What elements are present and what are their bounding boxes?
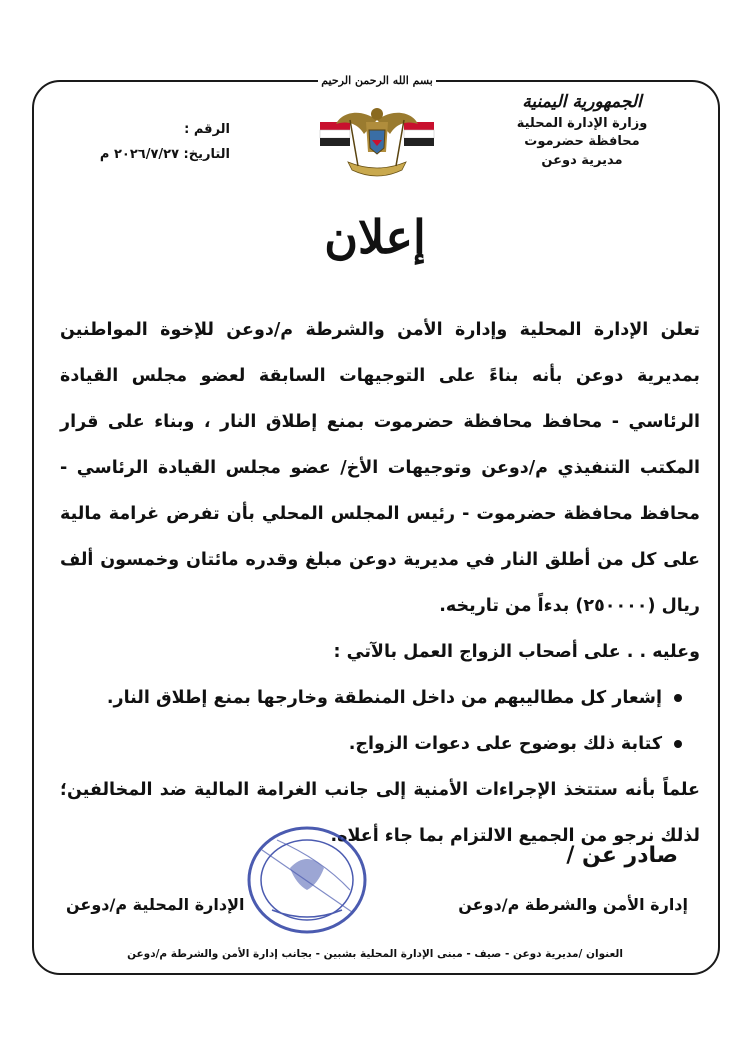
local-administration-signature: الإدارة المحلية م/دوعن — [66, 895, 245, 914]
official-stamp — [232, 820, 382, 940]
footer-address: العنوان /مديرية دوعن - صيف - مبنى الإدارة المحلية بشبين - بجانب إدارة الأمن والشرطة م/دوعن — [127, 948, 623, 960]
reference-block — [60, 118, 230, 167]
closing-paragraph: علماً بأنه ستتخذ الإجراءات الأمنية إلى جانب الغرامة المالية ضد المخالفين؛ لذلك نرجو من الجميع الالتزام بما جاء أعلاه. — [60, 780, 700, 846]
requirements-list — [60, 675, 700, 767]
ministry-name: وزارة الإدارة المحلية — [516, 115, 648, 131]
governorate-name: محافظة حضرموت — [524, 134, 640, 150]
bismillah-calligraphy — [318, 64, 436, 96]
announcement-body — [60, 307, 700, 859]
government-header — [482, 90, 682, 171]
yemen-eagle-emblem — [312, 100, 442, 188]
requirement-item: إشعار كل مطاليبهم من داخل المنطقة وخارجها بمنع إطلاق النار. — [60, 675, 684, 721]
issued-by-label: صادر عن / — [566, 843, 678, 868]
intro-paragraph: تعلن الإدارة المحلية وإدارة الأمن والشرطة م/دوعن للإخوة المواطنين بمديرية دوعن بأنه بناءً على التوجيهات السابقة لعضو مجلس القيادة الرئاسي - محافظ محافظة حضرموت بمنع إطلاق النار ، وبناء على قرار المكتب التنفيذي م/دوعن وتوجيهات الأخ/ عضو مجلس القيادة الرئاسي - محافظ محافظة حضرموت - رئيس المجلس المحلي بأن تفرض غرامة مالية على كل من أطلق النار في مديرية دوعن مبلغ وقدره مائتان وخمسون ألف ريال (٢٥٠٠٠٠) بدءاً من تاريخه. — [60, 320, 700, 616]
republic-name: الجمهورية اليمنية — [522, 92, 642, 112]
reference-number-label: الرقم : — [184, 122, 230, 137]
requirement-item: كتابة ذلك بوضوح على دعوات الزواج. — [60, 721, 684, 767]
document-date: التاريخ: ٢٠٢٦/٧/٢٧ م — [99, 146, 230, 162]
district-name: مديرية دوعن — [541, 153, 623, 169]
bismillah-text: بسم الله الرحمن الرحيم — [321, 73, 433, 87]
announcement-title: إعلان — [324, 210, 426, 264]
requirements-intro: وعليه . . على أصحاب الزواج العمل بالآتي : — [333, 642, 700, 662]
police-administration-signature: إدارة الأمن والشرطة م/دوعن — [458, 895, 688, 914]
